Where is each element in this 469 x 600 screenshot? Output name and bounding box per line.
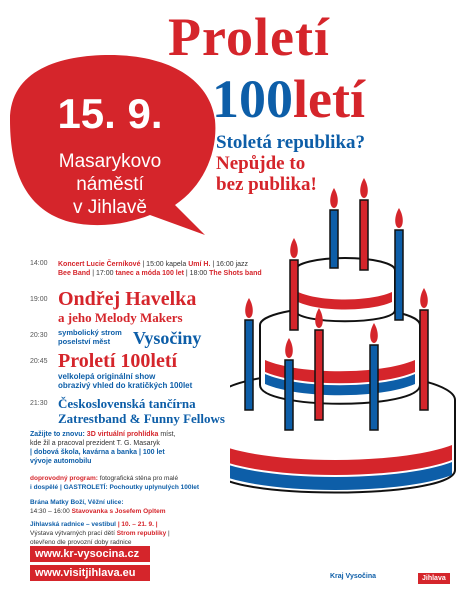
extra-1-place: míst, bbox=[160, 431, 176, 438]
extra-1-cars: vývoje automobilu bbox=[30, 458, 92, 465]
concert-1: Koncert Lucie Černíkové bbox=[58, 261, 141, 268]
extra-4-dates: | 10. – 21. 9. | bbox=[117, 521, 158, 528]
tree-desc-2: poselství měst bbox=[58, 337, 111, 346]
extra-1-lead: Zažijte to znovu: bbox=[30, 431, 85, 438]
show-desc-2: obrazivý vhled do kratičkých 100let bbox=[58, 381, 193, 390]
time-1900: 19:00 bbox=[30, 296, 48, 303]
web-links bbox=[30, 546, 150, 584]
act-havelka: Ondřej Havelka bbox=[58, 288, 197, 310]
extra-2 bbox=[30, 474, 270, 492]
logo-jihlava: Jihlava bbox=[418, 573, 450, 584]
program-row-1900 bbox=[30, 288, 270, 325]
extra-4-place: Jihlavská radnice – vestibul bbox=[30, 521, 116, 528]
concert-3-time: | 17:00 bbox=[92, 270, 114, 277]
extra-1-list: | dobová škola, kavárna a banka | 100 let bbox=[30, 449, 165, 456]
tree-desc-1: symbolický strom bbox=[58, 328, 122, 337]
place-line-1: Masarykovo bbox=[58, 151, 162, 172]
title-line-1: Proletí bbox=[168, 7, 330, 67]
extra-2-wall: fotografická stěna pro malé bbox=[99, 475, 179, 482]
program-row-2045 bbox=[30, 350, 270, 390]
program-row-2030 bbox=[30, 328, 270, 346]
concert-2: Umí H. bbox=[188, 261, 211, 268]
slogan-line-3: bez publika! bbox=[216, 174, 317, 195]
slogan-line-1: Stoletá republika? bbox=[216, 132, 366, 153]
show-title: Proletí 100letí bbox=[58, 350, 178, 372]
program-row-1400 bbox=[30, 260, 270, 278]
slogan-line-2: Nepůjde to bbox=[216, 153, 306, 174]
extra-2-lead: doprovodný program: bbox=[30, 475, 98, 482]
link-kr-vysocina[interactable]: www.kr-vysocina.cz bbox=[30, 546, 150, 562]
extra-1-desc: kde žil a pracoval prezident T. G. Masaryk bbox=[30, 440, 160, 447]
extra-1 bbox=[30, 430, 270, 466]
time-1400: 14:00 bbox=[30, 260, 48, 267]
concert-2-time: | 16:00 jazz bbox=[212, 261, 249, 268]
concert-1-time: | 15:00 kapela bbox=[142, 261, 187, 268]
extra-3-event: Stavovanka s Josefem Opltem bbox=[71, 508, 166, 515]
dance-title: Československá tančírna bbox=[58, 396, 196, 411]
place-line-3: v Jihlavě bbox=[73, 197, 147, 218]
extra-3-time: 14:30 – 16:00 bbox=[30, 508, 70, 515]
dance-bands: Zatrestband & Funny Fellows bbox=[58, 411, 225, 426]
event-place bbox=[20, 150, 200, 219]
show-desc-1: velkolepá originální show bbox=[58, 372, 156, 381]
title-line-2 bbox=[212, 70, 365, 128]
extra-1-tour: 3D virtuální prohlídka bbox=[86, 431, 159, 438]
concert-4-time: | 18:00 bbox=[185, 270, 208, 277]
program-row-2130 bbox=[30, 396, 270, 426]
extra-4-exhibit: Výstava výtvarných prací dětí bbox=[30, 530, 115, 537]
time-2045: 20:45 bbox=[30, 358, 48, 365]
concert-3: Bee Band bbox=[58, 270, 91, 277]
title-suffix: letí bbox=[293, 69, 365, 129]
extra-3 bbox=[30, 498, 270, 516]
extra-4-sep: | bbox=[168, 530, 170, 537]
act-havelka-band: a jeho Melody Makers bbox=[58, 310, 183, 325]
extra-2-gastro: i dospělé | GASTROLETÍ: Pochoutky uplynulých 100let bbox=[30, 484, 200, 491]
logo-kraj-vysocina: Kraj Vysočina bbox=[330, 573, 377, 580]
extra-4-title: Strom republiky bbox=[116, 530, 167, 537]
tree-title: Vysočiny bbox=[133, 328, 202, 348]
link-visitjihlava[interactable]: www.visitjihlava.eu bbox=[30, 565, 150, 581]
title-number: 100 bbox=[212, 69, 293, 129]
extra-4-hours: otevřeno dle provozní doby radnice bbox=[30, 539, 132, 546]
concert-4: tanec a móda 100 let bbox=[115, 270, 184, 277]
time-2130: 21:30 bbox=[30, 400, 48, 407]
concert-5: The Shots band bbox=[209, 270, 262, 277]
place-line-2: náměstí bbox=[76, 174, 144, 195]
extra-3-place: Brána Matky Boží, Věžní ulice: bbox=[30, 499, 124, 506]
event-date: 15. 9. bbox=[57, 90, 163, 137]
time-2030: 20:30 bbox=[30, 332, 48, 339]
extra-4 bbox=[30, 520, 270, 547]
